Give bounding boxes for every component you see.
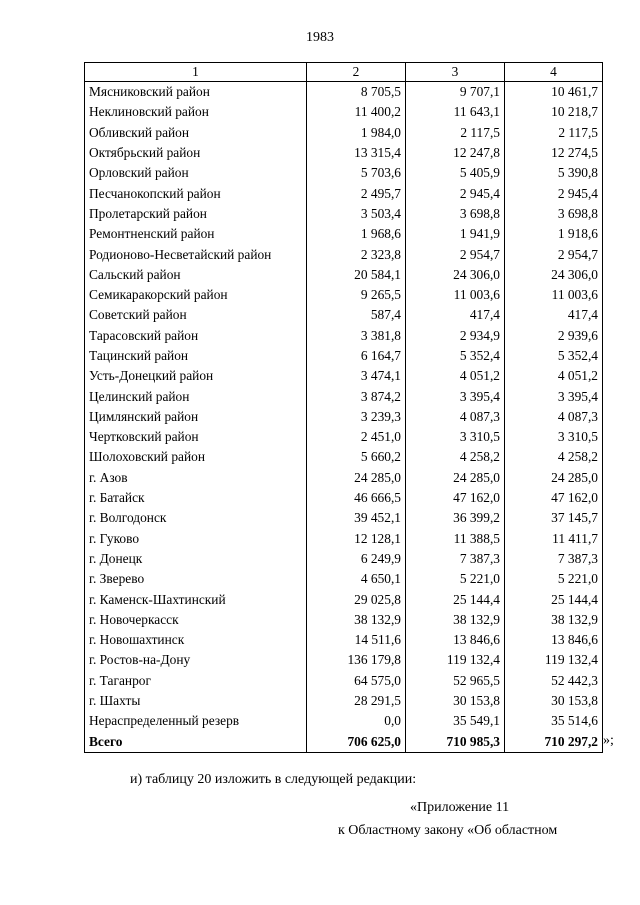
row-value-col2: 3 503,4 [307, 204, 406, 224]
table-row [85, 610, 603, 630]
table-row [85, 407, 603, 427]
row-name-cell: Неклиновский район [85, 102, 307, 122]
table-row [85, 488, 603, 508]
row-value-col3: 47 162,0 [406, 488, 505, 508]
row-value-col2: 2 495,7 [307, 183, 406, 203]
row-value-col3: 417,4 [406, 305, 505, 325]
table-row [85, 366, 603, 386]
row-value-col3: 4 087,3 [406, 407, 505, 427]
row-name-cell: Цимлянский район [85, 407, 307, 427]
row-value-col3: 710 985,3 [406, 732, 505, 753]
row-name-cell: Пролетарский район [85, 204, 307, 224]
table-row [85, 549, 603, 569]
row-value-col4: 2 945,4 [505, 183, 603, 203]
row-value-col4: 1 918,6 [505, 224, 603, 244]
row-name-cell: Нераспределенный резерв [85, 711, 307, 731]
row-value-col4: 5 221,0 [505, 569, 603, 589]
budget-table [84, 62, 603, 753]
table-row [85, 305, 603, 325]
row-value-col2: 706 625,0 [307, 732, 406, 753]
row-value-col4: 2 939,6 [505, 326, 603, 346]
row-value-col2: 2 451,0 [307, 427, 406, 447]
row-value-col3: 25 144,4 [406, 589, 505, 609]
row-value-col3: 24 285,0 [406, 468, 505, 488]
row-value-col2: 4 650,1 [307, 569, 406, 589]
row-value-col4: 11 003,6 [505, 285, 603, 305]
table-row [85, 204, 603, 224]
row-value-col2: 13 315,4 [307, 143, 406, 163]
row-value-col2: 5 660,2 [307, 447, 406, 467]
row-value-col2: 3 474,1 [307, 366, 406, 386]
row-value-col2: 3 239,3 [307, 407, 406, 427]
row-value-col3: 52 965,5 [406, 671, 505, 691]
row-value-col2: 8 705,5 [307, 82, 406, 103]
row-value-col4: 710 297,2 [505, 732, 603, 753]
row-value-col3: 9 707,1 [406, 82, 505, 103]
table-row [85, 102, 603, 122]
paragraph-amendment: и) таблицу 20 изложить в следующей редакции: [130, 772, 417, 787]
row-value-col3: 2 117,5 [406, 123, 505, 143]
row-value-col2: 46 666,5 [307, 488, 406, 508]
paragraph-appendix-title: «Приложение 11 [410, 800, 510, 815]
row-value-col4: 3 310,5 [505, 427, 603, 447]
row-name-cell: Тарасовский район [85, 326, 307, 346]
table-row [85, 468, 603, 488]
row-value-col3: 3 395,4 [406, 386, 505, 406]
table-row [85, 163, 603, 183]
table-row [85, 732, 603, 753]
paragraph-law-reference: к Областному закону «Об областном [338, 823, 558, 838]
row-value-col2: 0,0 [307, 711, 406, 731]
row-value-col3: 5 221,0 [406, 569, 505, 589]
row-name-cell: г. Зверево [85, 569, 307, 589]
row-name-cell: Обливский район [85, 123, 307, 143]
row-value-col2: 14 511,6 [307, 630, 406, 650]
table-row [85, 447, 603, 467]
column-header-1: 1 [85, 63, 307, 82]
table-row [85, 386, 603, 406]
row-value-col2: 5 703,6 [307, 163, 406, 183]
row-value-col2: 587,4 [307, 305, 406, 325]
row-value-col3: 3 698,8 [406, 204, 505, 224]
row-value-col4: 35 514,6 [505, 711, 603, 731]
row-value-col2: 3 381,8 [307, 326, 406, 346]
row-value-col2: 11 400,2 [307, 102, 406, 122]
row-value-col3: 5 352,4 [406, 346, 505, 366]
row-value-col2: 39 452,1 [307, 508, 406, 528]
row-name-cell: Ремонтненский район [85, 224, 307, 244]
row-value-col3: 2 934,9 [406, 326, 505, 346]
table-header-row [85, 63, 603, 82]
row-value-col4: 5 390,8 [505, 163, 603, 183]
table-row [85, 711, 603, 731]
table-row [85, 650, 603, 670]
row-value-col4: 3 395,4 [505, 386, 603, 406]
row-value-col4: 52 442,3 [505, 671, 603, 691]
row-value-col3: 4 051,2 [406, 366, 505, 386]
row-value-col2: 9 265,5 [307, 285, 406, 305]
row-value-col4: 24 285,0 [505, 468, 603, 488]
row-value-col2: 29 025,8 [307, 589, 406, 609]
row-name-cell: г. Шахты [85, 691, 307, 711]
row-value-col4: 5 352,4 [505, 346, 603, 366]
row-value-col3: 30 153,8 [406, 691, 505, 711]
column-header-4: 4 [505, 63, 603, 82]
row-value-col2: 1 984,0 [307, 123, 406, 143]
column-header-3: 3 [406, 63, 505, 82]
table-row [85, 630, 603, 650]
row-value-col3: 2 945,4 [406, 183, 505, 203]
row-value-col4: 12 274,5 [505, 143, 603, 163]
row-value-col4: 4 051,2 [505, 366, 603, 386]
row-value-col3: 38 132,9 [406, 610, 505, 630]
column-header-2: 2 [307, 63, 406, 82]
table-row [85, 529, 603, 549]
row-name-cell: г. Батайск [85, 488, 307, 508]
row-name-cell: г. Таганрог [85, 671, 307, 691]
row-value-col2: 2 323,8 [307, 244, 406, 264]
row-name-cell: г. Новошахтинск [85, 630, 307, 650]
row-value-col3: 5 405,9 [406, 163, 505, 183]
row-name-cell: г. Каменск-Шахтинский [85, 589, 307, 609]
table-row [85, 143, 603, 163]
row-name-cell: Целинский район [85, 386, 307, 406]
row-value-col3: 1 941,9 [406, 224, 505, 244]
row-name-cell: Советский район [85, 305, 307, 325]
table-body [85, 82, 603, 753]
row-value-col4: 47 162,0 [505, 488, 603, 508]
row-name-cell: Сальский район [85, 265, 307, 285]
row-value-col2: 1 968,6 [307, 224, 406, 244]
row-name-cell: г. Донецк [85, 549, 307, 569]
row-value-col4: 119 132,4 [505, 650, 603, 670]
row-value-col4: 10 218,7 [505, 102, 603, 122]
row-value-col2: 20 584,1 [307, 265, 406, 285]
closing-quote: »; [603, 733, 614, 748]
row-name-cell: Тацинский район [85, 346, 307, 366]
row-value-col3: 13 846,6 [406, 630, 505, 650]
table-row [85, 671, 603, 691]
row-name-cell: г. Азов [85, 468, 307, 488]
row-value-col2: 3 874,2 [307, 386, 406, 406]
row-name-cell: Орловский район [85, 163, 307, 183]
table-row [85, 589, 603, 609]
row-value-col2: 64 575,0 [307, 671, 406, 691]
row-value-col3: 35 549,1 [406, 711, 505, 731]
table-row [85, 569, 603, 589]
row-name-cell: Песчанокопский район [85, 183, 307, 203]
row-value-col3: 2 954,7 [406, 244, 505, 264]
table-row [85, 691, 603, 711]
row-value-col3: 119 132,4 [406, 650, 505, 670]
row-name-cell: Чертковский район [85, 427, 307, 447]
row-value-col4: 38 132,9 [505, 610, 603, 630]
row-value-col2: 24 285,0 [307, 468, 406, 488]
row-name-cell: Шолоховский район [85, 447, 307, 467]
row-value-col4: 4 087,3 [505, 407, 603, 427]
row-name-cell: Родионово-Несветайский район [85, 244, 307, 264]
row-value-col3: 12 247,8 [406, 143, 505, 163]
row-value-col3: 7 387,3 [406, 549, 505, 569]
row-name-cell: Мясниковский район [85, 82, 307, 103]
row-value-col4: 2 117,5 [505, 123, 603, 143]
row-value-col3: 24 306,0 [406, 265, 505, 285]
row-value-col4: 24 306,0 [505, 265, 603, 285]
table-row [85, 244, 603, 264]
row-name-cell: Всего [85, 732, 307, 753]
row-value-col4: 7 387,3 [505, 549, 603, 569]
table-row [85, 285, 603, 305]
row-value-col3: 11 003,6 [406, 285, 505, 305]
row-value-col2: 12 128,1 [307, 529, 406, 549]
table-row [85, 82, 603, 103]
row-value-col2: 136 179,8 [307, 650, 406, 670]
row-value-col3: 4 258,2 [406, 447, 505, 467]
row-value-col4: 417,4 [505, 305, 603, 325]
row-name-cell: Семикаракорский район [85, 285, 307, 305]
row-value-col4: 37 145,7 [505, 508, 603, 528]
row-name-cell: Усть-Донецкий район [85, 366, 307, 386]
row-value-col4: 2 954,7 [505, 244, 603, 264]
row-value-col3: 11 388,5 [406, 529, 505, 549]
row-value-col4: 25 144,4 [505, 589, 603, 609]
row-value-col2: 6 249,9 [307, 549, 406, 569]
row-value-col4: 13 846,6 [505, 630, 603, 650]
row-name-cell: г. Ростов-на-Дону [85, 650, 307, 670]
table-row [85, 508, 603, 528]
row-value-col2: 28 291,5 [307, 691, 406, 711]
table-row [85, 123, 603, 143]
row-value-col3: 3 310,5 [406, 427, 505, 447]
page-number: 1983 [306, 30, 334, 45]
row-name-cell: г. Новочеркасск [85, 610, 307, 630]
row-value-col3: 36 399,2 [406, 508, 505, 528]
row-value-col4: 3 698,8 [505, 204, 603, 224]
row-value-col4: 4 258,2 [505, 447, 603, 467]
row-name-cell: г. Волгодонск [85, 508, 307, 528]
row-value-col3: 11 643,1 [406, 102, 505, 122]
table-row [85, 265, 603, 285]
row-value-col2: 6 164,7 [307, 346, 406, 366]
row-name-cell: Октябрьский район [85, 143, 307, 163]
row-value-col4: 30 153,8 [505, 691, 603, 711]
row-name-cell: г. Гуково [85, 529, 307, 549]
table-row [85, 427, 603, 447]
table-row [85, 224, 603, 244]
row-value-col4: 11 411,7 [505, 529, 603, 549]
table-row [85, 346, 603, 366]
row-value-col4: 10 461,7 [505, 82, 603, 103]
table-row [85, 326, 603, 346]
table-row [85, 183, 603, 203]
row-value-col2: 38 132,9 [307, 610, 406, 630]
